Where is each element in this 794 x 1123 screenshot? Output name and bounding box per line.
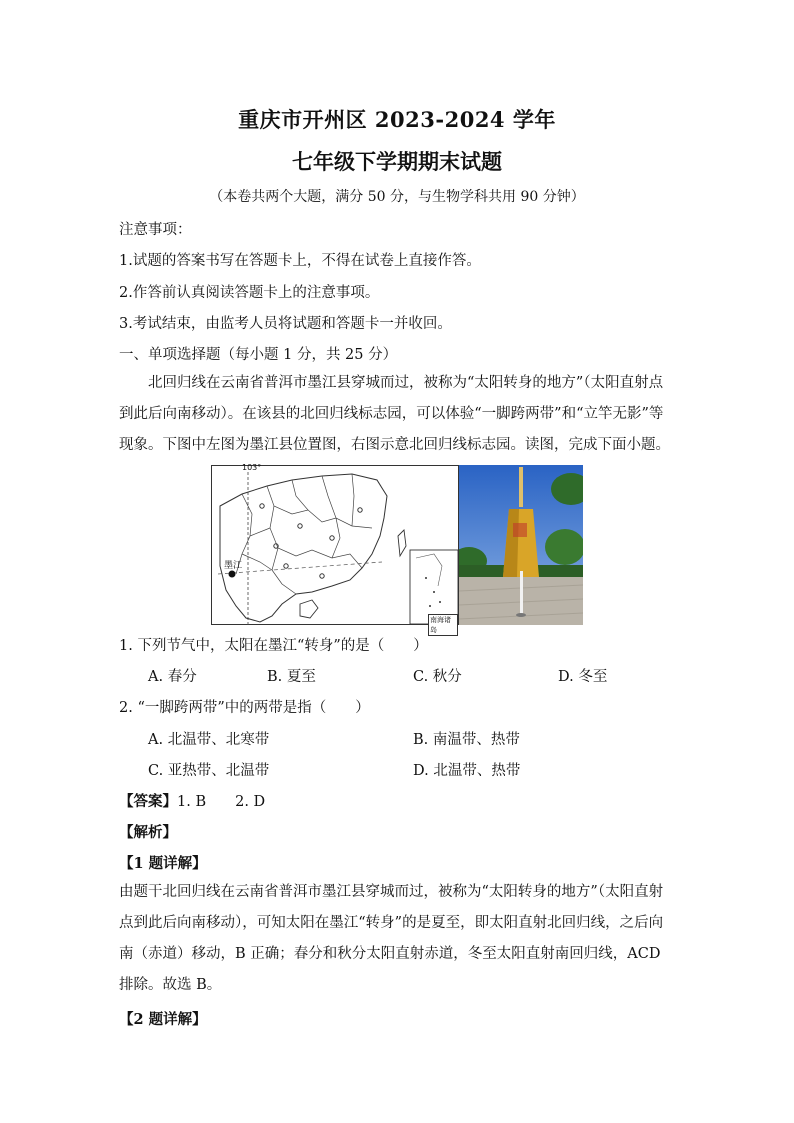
- location-map: [211, 463, 459, 634]
- question-1-option-c: C. 秋分: [413, 669, 462, 685]
- analysis-q1-text: 由题干北回归线在云南省普洱市墨江县穿城而过，被称为“太阳转身的地方”（太阳直射点到此后向南移动），可知太阳在墨江“转身”的是夏至，即太阳直射北回归线，之后向南（赤道）移动，B 正确；春分和秋分太阳直射赤道，冬至太阳直射南回归线，ACD 排除。故选 B。: [119, 884, 664, 993]
- question-2-option-c: C. 亚热带、北温带: [148, 763, 270, 779]
- map-longitude-label: 103°: [242, 463, 262, 472]
- exam-instructions-note: （本卷共两个大题，满分 50 分，与生物学科共用 90 分钟）: [209, 189, 585, 205]
- question-2-option-b: B. 南温带、热带: [413, 732, 520, 748]
- question-1-option-b: B. 夏至: [267, 669, 316, 685]
- notes-heading: 注意事项：: [119, 222, 192, 238]
- question-2-option-d: D. 北温带、热带: [413, 763, 521, 779]
- question-2-stem: 2. “一脚跨两带”中的两带是指（ ）: [119, 700, 370, 716]
- exam-subtitle-grade: 七年级下学期期末试题: [292, 149, 502, 174]
- note-item-3: 3.考试结束，由监考人员将试题和答题卡一并收回。: [119, 316, 452, 332]
- question-1-stem: 1. 下列节气中，太阳在墨江“转身”的是（ ）: [119, 638, 428, 654]
- analysis-q1-label: 【1 题详解】: [119, 855, 207, 872]
- analysis-label: 【解析】: [119, 824, 177, 841]
- exam-title: 重庆市开州区 2023-2024 学年: [238, 107, 556, 132]
- answer-line: [119, 790, 265, 811]
- answer-text: 1. B 2. D: [177, 794, 266, 810]
- note-item-1: 1.试题的答案书写在答题卡上，不得在试卷上直接作答。: [119, 253, 481, 269]
- question-figure: [211, 463, 583, 634]
- question-intro: 北回归线在云南省普洱市墨江县穿城而过，被称为“太阳转身的地方”（太阳直射点到此后向南移动）。在该县的北回归线标志园，可以体验“一脚跨两带”和“立竿无影”等现象。下图中左图为墨江县位置图，右图示意北回归线标志园。读图，完成下面小题。: [119, 375, 670, 453]
- section-heading: 一、单项选择题（每小题 1 分，共 25 分）: [119, 347, 398, 363]
- analysis-q2-label: 【2 题详解】: [119, 1011, 207, 1028]
- question-1-option-a: A. 春分: [148, 669, 197, 685]
- question-2-option-a: A. 北温带、北寒带: [148, 732, 270, 748]
- map-inset-label: 南海诸岛: [428, 614, 458, 636]
- monument-photo: [459, 465, 583, 625]
- note-item-2: 2.作答前认真阅读答题卡上的注意事项。: [119, 285, 380, 301]
- question-1-option-d: D. 冬至: [558, 669, 608, 685]
- mojiang-marker: [229, 571, 236, 578]
- map-place-label: 墨江: [224, 561, 243, 571]
- answer-label: 【答案】: [119, 793, 177, 810]
